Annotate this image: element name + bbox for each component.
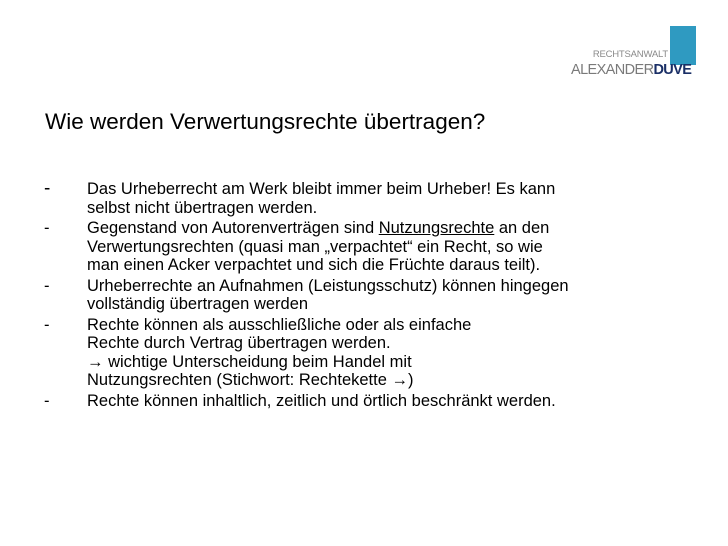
slide-title: Wie werden Verwertungsrechte übertragen? [45, 109, 486, 134]
bullet-line: man einen Acker verpachtet und sich die Früchte daraus teilt). [87, 256, 541, 274]
logo-top-text: RECHTSANWALT [592, 49, 668, 60]
logo-first-name: ALEXANDER [571, 62, 654, 78]
bullet-marker: - [44, 178, 51, 199]
bullet-line: Das Urheberrecht am Werk bleibt immer beim Urheber! Es kann [87, 180, 556, 198]
bullet-list [44, 180, 704, 412]
bullet-line: Nutzungsrechten (Stichwort: Rechtekette →) [87, 371, 414, 389]
underlined-term: Nutzungsrechte [378, 219, 495, 237]
logo [571, 26, 696, 86]
bullet-line: Verwertungsrechten (quasi man „verpachtet“ ein Recht, so wie [87, 237, 543, 256]
bullet-line: Rechte können inhaltlich, zeitlich und örtlich beschränkt werden. [87, 391, 556, 410]
bullet-item [44, 392, 704, 411]
logo-name [571, 62, 691, 78]
bullet-marker: - [44, 391, 50, 410]
bullet-line: → wichtige Unterscheidung beim Handel mit [87, 352, 412, 371]
bullet-line: Rechte können als ausschließliche oder als einfache [87, 315, 472, 334]
bullet-text: Gegenstand von Autorenverträgen sind [87, 219, 379, 237]
bullet-item [44, 180, 704, 217]
logo-surname: DUVE [653, 62, 692, 78]
bullet-text: an den [494, 219, 550, 237]
bullet-marker: - [44, 276, 50, 295]
logo-square [670, 26, 696, 65]
bullet-marker: - [44, 315, 50, 334]
bullet-item [44, 277, 704, 314]
bullet-line: Rechte durch Vertrag übertragen werden. [87, 334, 391, 352]
bullet-marker: - [44, 219, 50, 237]
bullet-item [44, 219, 704, 275]
bullet-item [44, 316, 704, 390]
bullet-line: vollständig übertragen werden [87, 295, 309, 313]
bullet-line: Urheberrechte an Aufnahmen (Leistungsschutz) können hingegen [87, 276, 569, 295]
bullet-line [87, 219, 704, 238]
bullet-line: selbst nicht übertragen werden. [87, 198, 318, 217]
